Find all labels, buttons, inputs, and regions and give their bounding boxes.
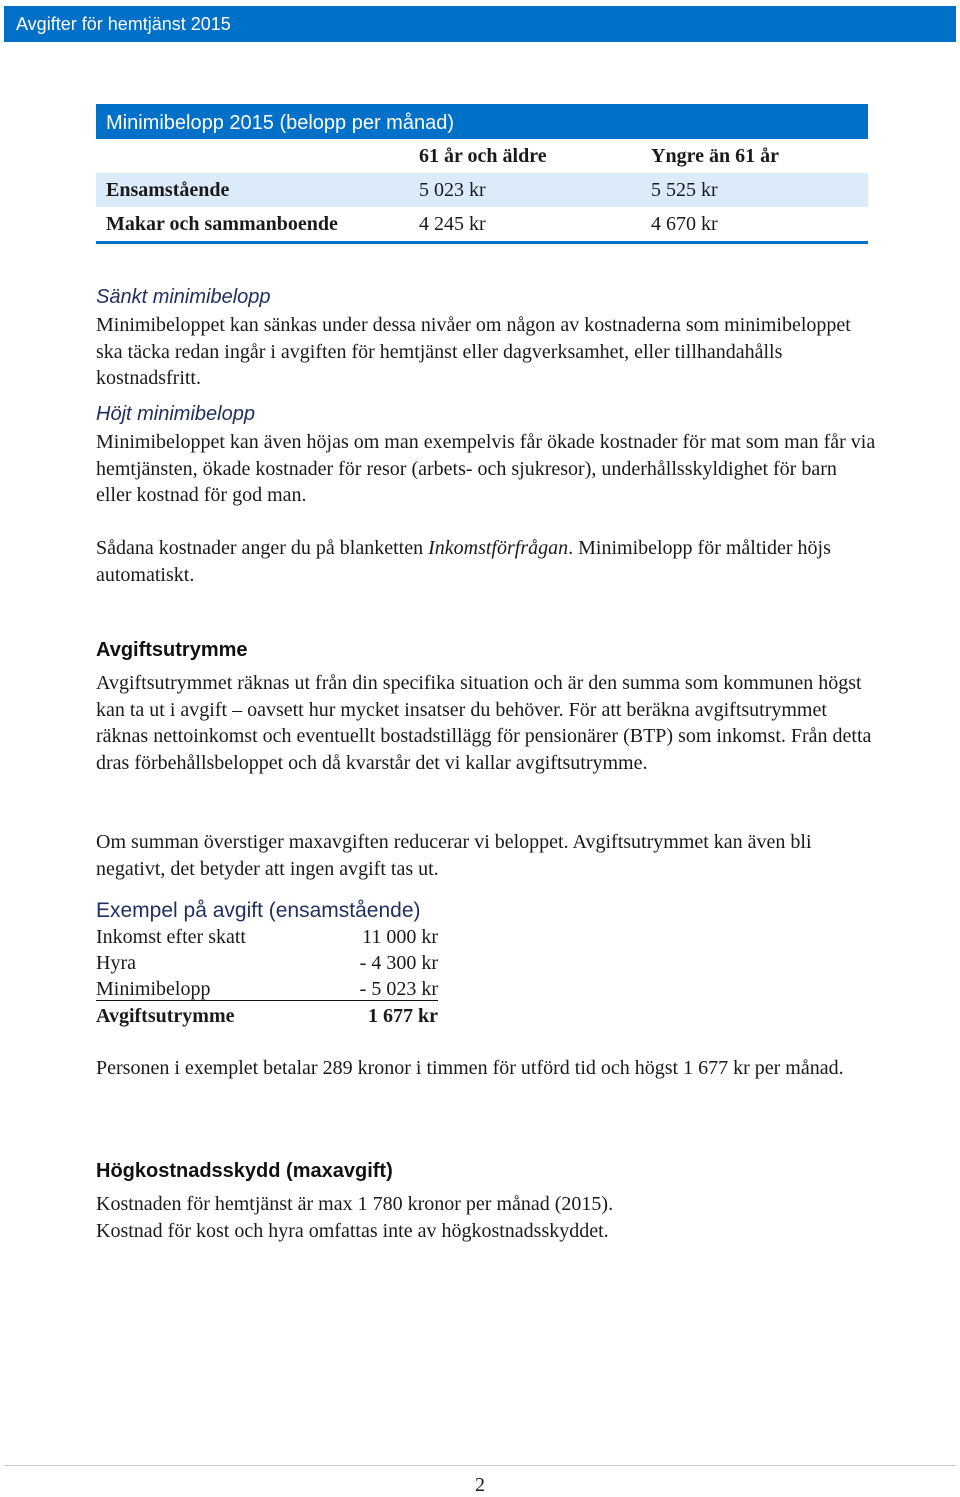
sankt-heading: Sänkt minimibelopp	[96, 286, 271, 308]
table-header-row	[96, 139, 868, 173]
example-row	[96, 924, 438, 950]
example-row	[96, 976, 438, 1001]
hogkostnad-line-2: Kostnad för kost och hyra omfattas inte av högkostnadsskyddet.	[96, 1220, 609, 1242]
example-label: Hyra	[96, 952, 136, 974]
table-cell: 5 525 kr	[651, 179, 718, 201]
hojt-paragraph-2	[96, 535, 876, 588]
hojt-text2-after: . Minimibelopp för måltider höjs automatiskt.	[96, 537, 831, 586]
table-title: Minimibelopp 2015 (belopp per månad)	[96, 104, 868, 139]
example-label: Inkomst efter skatt	[96, 926, 246, 948]
avgiftsutrymme-heading: Avgiftsutrymme	[96, 639, 248, 661]
document-title: Avgifter för hemtjänst 2015	[16, 14, 231, 34]
header-bar	[4, 6, 956, 42]
example-total-row	[96, 1003, 438, 1029]
example-value: 11 000 kr	[362, 926, 438, 948]
page-number: 2	[475, 1474, 485, 1496]
hojt-heading: Höjt minimibelopp	[96, 403, 255, 425]
avgiftsutrymme-paragraph-2: Om summan överstiger maxavgiften reducerar vi beloppet. Avgiftsutrymmet kan även bli negativt, det betyder att ingen avgift tas ut.	[96, 831, 812, 880]
example-label: Minimibelopp	[96, 978, 211, 1000]
table-cell: 4 245 kr	[419, 213, 486, 235]
hojt-paragraph: Minimibeloppet kan även höjas om man exempelvis får ökade kostnader för mat som man får via hemtjänsten, ökade kostnader för resor (arbets- och sjukresor), underhållsskyldighet för barn eller kostnad för god man.	[96, 431, 876, 507]
table-row	[96, 173, 868, 207]
example-value: 1 677 kr	[368, 1005, 438, 1027]
column-header: Yngre än 61 år	[651, 145, 779, 167]
table-cell: 5 023 kr	[419, 179, 486, 201]
example-value: - 4 300 kr	[359, 952, 438, 974]
hogkostnad-line-1: Kostnaden för hemtjänst är max 1 780 kronor per månad (2015).	[96, 1193, 614, 1215]
row-label: Makar och sammanboende	[106, 213, 338, 235]
example-label: Avgiftsutrymme	[96, 1005, 235, 1027]
exempel-heading: Exempel på avgift (ensamstående)	[96, 899, 421, 922]
table-row	[96, 207, 868, 241]
avgiftsutrymme-paragraph: Avgiftsutrymmet räknas ut från din specifika situation och är den summa som kommunen högst kan ta ut i avgift – oavsett hur mycket insatser du behöver. För att beräkna avgiftsutrymmet räknas nettoinkomst och eventuellt bostadstillägg för pensionärer (BTP) som inkomst. Från detta dras förbehållsbeloppet och då kvarstår det vi kallar avgiftsutrymme.	[96, 672, 872, 774]
example-row	[96, 950, 438, 976]
minimibelopp-table	[96, 104, 868, 244]
footer-divider	[4, 1465, 956, 1466]
hogkostnad-heading: Högkostnadsskydd (maxavgift)	[96, 1160, 393, 1182]
example-value: - 5 023 kr	[359, 978, 438, 1000]
row-label: Ensamstående	[106, 179, 230, 201]
table-cell: 4 670 kr	[651, 213, 718, 235]
table-bottom-rule	[96, 241, 868, 244]
sankt-paragraph: Minimibeloppet kan sänkas under dessa nivåer om någon av kostnaderna som minimibeloppet ska täcka redan ingår i avgiften för hemtjänst eller dagverksamhet, eller tillhandahålls kostnadsfritt.	[96, 314, 851, 390]
hojt-text2-before: Sådana kostnader anger du på blanketten	[96, 537, 429, 559]
exempel-note: Personen i exemplet betalar 289 kronor i timmen för utförd tid och högst 1 677 kr per månad.	[96, 1057, 844, 1079]
column-header: 61 år och äldre	[419, 145, 547, 167]
form-name: Inkomstförfrågan	[428, 537, 569, 559]
